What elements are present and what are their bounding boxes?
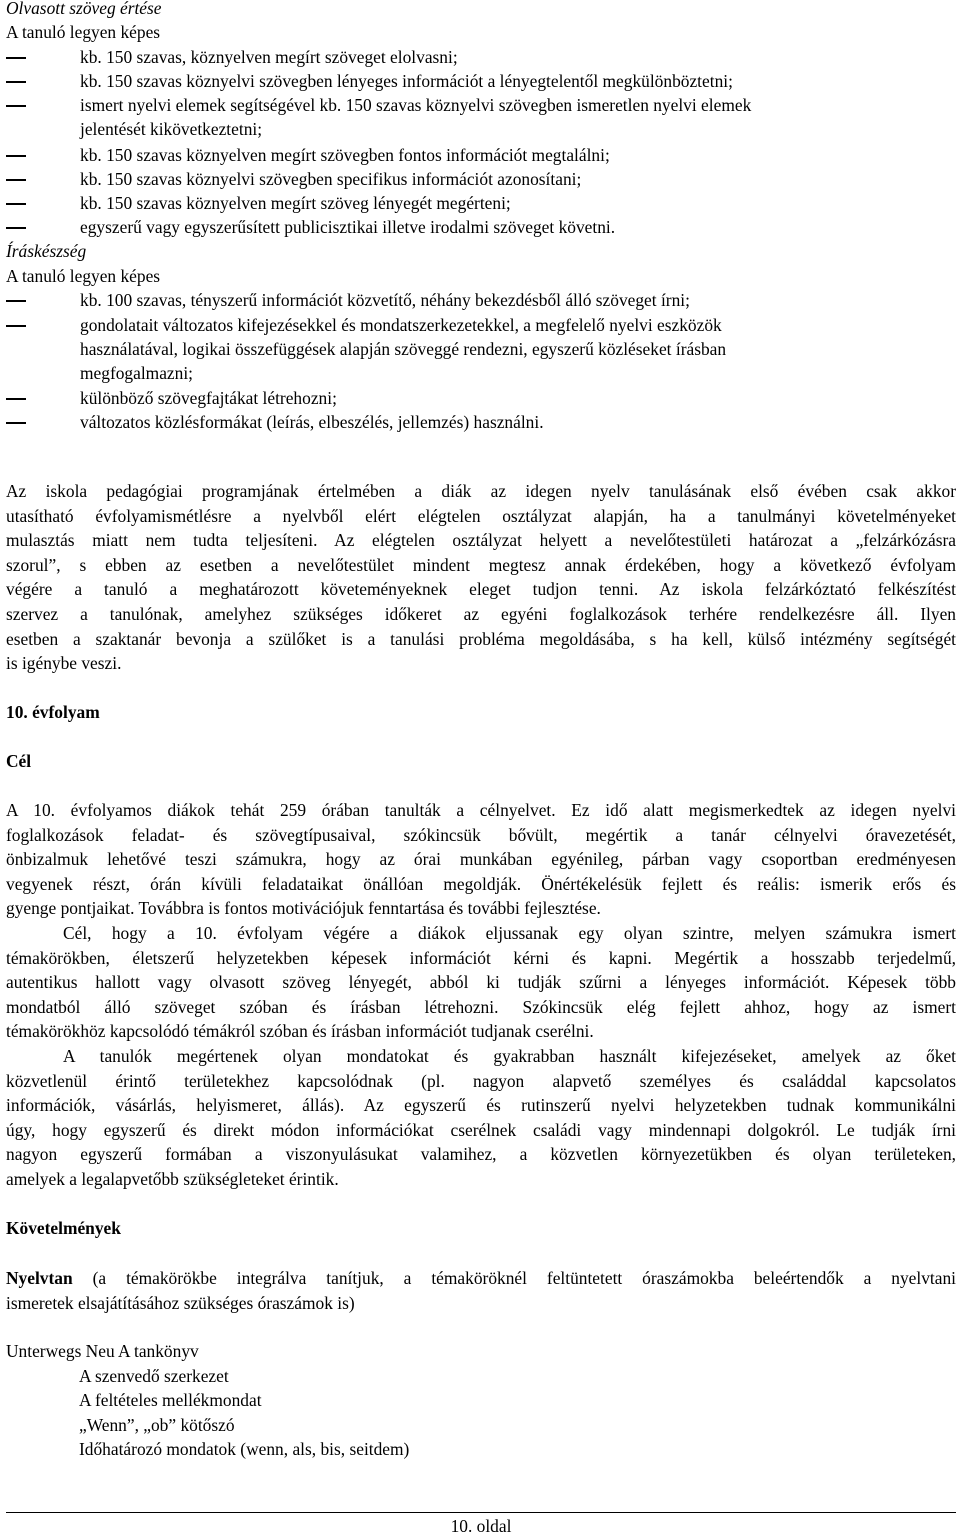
reading-heading: Olvasott szöveg értése — [6, 0, 162, 18]
paragraph-line: vegyenek részt, órán kívüli feladataikat önállóan megoldják. Önértékelésük fejlett és reális: ismerik erős és — [6, 873, 956, 894]
page-number: 10. oldal — [450, 1516, 512, 1536]
goal-heading: Cél — [6, 751, 32, 771]
paragraph-line: szorul”, s ebben az esetben a nevelőtestület mindent megtesz annak érdekében, hogy a következő évfolyam — [6, 554, 956, 575]
textbook-title: Unterwegs Neu A tankönyv — [6, 1341, 199, 1361]
bullet-dash — [6, 81, 26, 83]
school-policy-paragraph — [6, 479, 956, 676]
writing-item: változatos közlésformákat (leírás, elbeszélés, jellemzés) használni. — [80, 412, 544, 432]
goal-paragraph-1 — [6, 798, 956, 921]
paragraph-line: Cél, hogy a 10. évfolyam végére a diákok eljussanak egy olyan szintre, melyen számukra ismert — [63, 923, 956, 943]
writing-item-continued: használatával, logikai összefüggések alapján szöveggé rendezni, egyszerű közléseket írásban — [80, 339, 727, 359]
writing-item: gondolatait változatos kifejezésekkel és mondatszerkezetekkel, a megfelelő nyelvi eszközök — [80, 315, 722, 335]
footer-divider — [6, 1512, 956, 1513]
reading-item: kb. 150 szavas köznyelvi szövegben specifikus információt azonosítani; — [80, 169, 582, 189]
reading-item: ismert nyelvi elemek segítségével kb. 150 szavas köznyelvi szövegben ismeretlen nyelvi elemek — [80, 95, 752, 115]
paragraph-line: nagyon egyszerű formában a viszonyulásukat valamihez, a közvetlen környezetükben és olyan területeken, — [6, 1144, 956, 1165]
textbook-topic: A feltételes mellékmondat — [79, 1390, 262, 1410]
writing-item-continued: megfogalmazni; — [80, 363, 193, 383]
reading-item: egyszerű vagy egyszerűsített publicisztikai illetve irodalmi szöveget követni. — [80, 217, 616, 237]
grade-heading: 10. évfolyam — [6, 702, 100, 722]
grammar-paragraph — [6, 1266, 956, 1315]
goal-paragraph-2 — [6, 921, 956, 1044]
paragraph-line: információk, vásárlás, helyismeret, állás). Az egyszerű és rutinszerű nyelvi helyzetekben tudnak kommunikálni — [6, 1095, 956, 1116]
paragraph-line: A tanulók megértenek olyan mondatokat és gyakrabban használt kifejezéseket, amelyek az őket — [63, 1046, 956, 1066]
bullet-dash — [6, 325, 26, 327]
paragraph-line: autentikus hallott vagy olvasott szöveg lényegét, abból ki tudják szűrni a lényeges információt. Képesek több — [6, 972, 956, 993]
textbook-topic: A szenvedő szerkezet — [79, 1366, 229, 1386]
bullet-dash — [6, 227, 26, 229]
bullet-dash — [6, 105, 26, 107]
grammar-label: Nyelvtan — [6, 1268, 73, 1288]
bullet-dash — [6, 422, 26, 424]
reading-item: kb. 150 szavas köznyelven megírt szöveg lényegét megérteni; — [80, 193, 511, 213]
reading-intro: A tanuló legyen képes — [6, 22, 161, 42]
reading-item: kb. 150 szavas, köznyelven megírt szöveget elolvasni; — [80, 47, 458, 67]
textbook-topic: Időhatározó mondatok (wenn, als, bis, seitdem) — [79, 1439, 410, 1459]
writing-item: különböző szövegfajtákat létrehozni; — [80, 388, 337, 408]
bullet-dash — [6, 398, 26, 400]
reading-item-continued: jelentését kikövetkeztetni; — [80, 119, 263, 139]
bullet-dash — [6, 179, 26, 181]
bullet-dash — [6, 203, 26, 205]
reading-item: kb. 150 szavas köznyelven megírt szövegben fontos információt megtalálni; — [80, 145, 610, 165]
paragraph-line — [6, 1266, 956, 1291]
paragraph-line: ismeretek elsajátításához szükséges óraszámok is) — [6, 1292, 355, 1313]
paragraph-line: foglalkozások feladat- és szövegtípusaival, szókincsük bővült, megértik a tanár célnyelvi óravezetését, — [6, 824, 956, 845]
paragraph-line: közvetlenül érintő területekhez kapcsolódnak (pl. nagyon alapvető személyes és családdal kapcsolatos — [6, 1070, 956, 1091]
paragraph-line: utasítható évfolyamismétlésre a nyelvből elért elégtelen osztályzat alapján, ha a tanulmányi követelményeket — [6, 505, 956, 526]
paragraph-line: témakörökben, életszerű helyzetekben képesek információt kérni és kapni. Megértik a hosszabb terjedelmű, — [6, 947, 956, 968]
writing-intro: A tanuló legyen képes — [6, 266, 161, 286]
goal-paragraph-3 — [6, 1044, 956, 1192]
paragraph-line: esetben a szaktanár bevonja a szülőket is a tanulási probléma megoldásába, s ha kell, külső intézmény segítségét — [6, 628, 956, 649]
paragraph-line: önbizalmuk lehetővé teszi számukra, hogy az órai munkában egyénileg, párban vagy csoportban eredményesen — [6, 849, 956, 870]
bullet-dash — [6, 300, 26, 302]
bullet-dash — [6, 155, 26, 157]
paragraph-line: mondatból álló szöveget szóban és írásban létrehozni. Szókincsük elég fejlett ahhoz, hogy az ismert — [6, 996, 956, 1017]
paragraph-line: témakörökhöz kapcsolódó témákról szóban és írásban információt tudjanak cserélni. — [6, 1021, 594, 1042]
grammar-description: (a témakörökbe integrálva tanítjuk, a témaköröknél feltüntetett óraszámokba beleértendők a nyelvtani — [72, 1268, 956, 1288]
paragraph-line: amelyek a legalapvetőbb szükségleteket érintik. — [6, 1168, 339, 1189]
reading-item: kb. 150 szavas köznyelvi szövegben lényeges információt a lényegtelentől megkülönböztetni; — [80, 71, 733, 91]
paragraph-line: is igénybe veszi. — [6, 653, 122, 674]
paragraph-line: A 10. évfolyamos diákok tehát 259 órában tanulták a célnyelvet. Ez idő alatt megismerkedtek az idegen nyelvi — [6, 800, 956, 820]
bullet-dash — [6, 57, 26, 59]
paragraph-line: végére a tanuló a meghatározott követeményeknek eleget tudjon tenni. Az iskola felzárkóztató felkészítést — [6, 579, 956, 600]
requirements-heading: Követelmények — [6, 1218, 121, 1238]
paragraph-line: gyenge pontjaikat. Továbbra is fontos motivációjuk fenntartása és további fejlesztése. — [6, 898, 601, 919]
paragraph-line: úgy, hogy egyszerű és direkt módon információkat cserélnek családi vagy mindennapi dolgokról. Le tudják írni — [6, 1119, 956, 1140]
textbook-topic: „Wenn”, „ob” kötőszó — [79, 1415, 235, 1435]
paragraph-line: mulasztás miatt nem tudta teljesíteni. Az elégtelen osztályzat helyett a nevelőtestületi határozat a „felzárkózásra — [6, 530, 956, 551]
writing-heading: Íráskészség — [6, 241, 87, 261]
paragraph-line: Az iskola pedagógiai programjának értelmében a diák az idegen nyelv tanulásának első évében csak akkor — [6, 481, 956, 501]
writing-item: kb. 100 szavas, tényszerű információt közvetítő, néhány bekezdésből álló szöveget írni; — [80, 290, 690, 310]
paragraph-line: szervez a tanulónak, amelyhez szükséges időkeret az egyéni foglalkozások terhére rendelkezésre áll. Ilyen — [6, 603, 956, 624]
